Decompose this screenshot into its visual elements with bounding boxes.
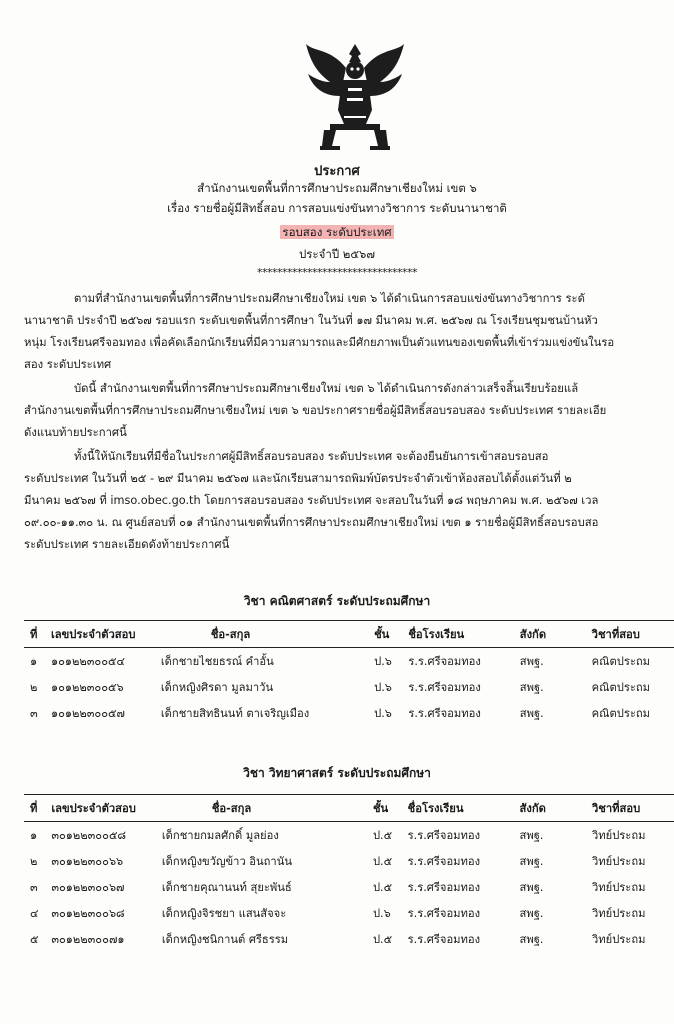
section-title-math: วิชา คณิตศาสตร์ ระดับประถมศึกษา (243, 594, 431, 608)
paragraph-line: สำนักงานเขตพื้นที่การศึกษาประถมศึกษาเชียงใหม่ เขต ๖ ขอประกาศรายชื่อผู้มีสิทธิ์สอบรอบสอง ระดับประเทศ รายละเอีย (24, 404, 607, 417)
announcement-title: ประกาศ (314, 164, 360, 179)
paragraph-line: บัดนี้ สำนักงานเขตพื้นที่การศึกษาประถมศึกษาเชียงใหม่ เขต ๖ ได้ดำเนินการดังกล่าวเสร็จสิ้นเรียบร้อยแล้ (74, 382, 579, 395)
table-row: ๓ ๓๐๑๒๒๓๐๐๖๗ เด็กชายคุณานนท์ สุยะพันธ์ ป.๕ ร.ร.ศรีจอมทอง สพฐ. วิทย์ประถม (30, 881, 646, 894)
paragraph-line: ๐๙.๐๐-๑๑.๓๐ น. ณ ศูนย์สอบที่ ๐๑ สำนักงานเขตพื้นที่การศึกษาประถมศึกษาเชียงใหม่ เขต ๑ รายชื่อผู้มีสิทธิ์สอบรอบสอ (24, 516, 599, 529)
table-row: ๕ ๓๐๑๒๒๓๐๐๗๑ เด็กหญิงชนิกานต์ ศรีธรรม ป.๕ ร.ร.ศรีจอมทอง สพฐ. วิทย์ประถม (30, 933, 646, 946)
paragraph-line: มีนาคม ๒๕๖๗ ที่ imso.obec.go.th โดยการสอบรอบสอง ระดับประเทศ จะสอบในวันที่ ๑๘ พฤษภาคม พ.ศ. ๒๕๖๗ เวล (24, 494, 599, 507)
table-row: ๒ ๑๐๑๒๒๓๐๐๕๖ เด็กหญิงศิรดา มูลมาวัน ป.๖ ร.ร.ศรีจอมทอง สพฐ. คณิตประถม (30, 681, 651, 694)
column-header: วิชาที่สอบ (582, 795, 674, 822)
column-header: ชื่อโรงเรียน (408, 621, 509, 648)
table-row: ๔ ๓๐๑๒๒๓๐๐๖๘ เด็กหญิงจิรชยา แสนสัจจะ ป.๖ ร.ร.ศรีจอมทอง สพฐ. วิทย์ประถม (30, 907, 646, 920)
column-header: วิชาที่สอบ (582, 621, 674, 648)
column-header: ที่ (24, 621, 51, 648)
column-header: สังกัด (510, 795, 582, 822)
column-header: ชั้น (373, 795, 408, 822)
paragraph-line: ตามที่สำนักงานเขตพื้นที่การศึกษาประถมศึกษาเชียงใหม่ เขต ๖ ได้ดำเนินการสอบแข่งขันทางวิชาการ ระดั (74, 292, 585, 305)
table-row: ๓ ๑๐๑๒๒๓๐๐๕๗ เด็กชายสิทธินนท์ ตาเจริญเมือง ป.๖ ร.ร.ศรีจอมทอง สพฐ. คณิตประถม (30, 707, 651, 720)
paragraph-line: ทั้งนี้ให้นักเรียนที่มีชื่อในประกาศผู้มีสิทธิ์สอบรอบสอง ระดับประเทศ จะต้องยืนยันการเข้าสอบรอบสอ (74, 450, 549, 463)
paragraph-line: หนุ่ม โรงเรียนศรีจอมทอง เพื่อคัดเลือกนักเรียนที่มีความสามารถและมีศักยภาพเป็นตัวแทนของเขตพื้นที่เข้าร่วมแข่งขันในรอ (24, 336, 615, 349)
column-header: ชื่อ-สกุล (162, 795, 373, 822)
column-header: สังกัด (510, 621, 582, 648)
garuda-emblem-icon (300, 38, 410, 153)
column-header: ชื่อโรงเรียน (408, 795, 510, 822)
table-row: ๒ ๓๐๑๒๒๓๐๐๖๖ เด็กหญิงขวัญข้าว อินถานัน ป.๕ ร.ร.ศรีจอมทอง สพฐ. วิทย์ประถม (30, 855, 646, 868)
year-line: ประจำปี ๒๕๖๗ (298, 247, 376, 261)
paragraph-line: นานาชาติ ประจำปี ๒๕๖๗ รอบแรก ระดับเขตพื้นที่การศึกษา ในวันที่ ๑๗ มีนาคม พ.ศ. ๒๕๖๗ ณ โรงเรียนชุมชนบ้านหัว (24, 314, 598, 327)
subject-line: เรื่อง รายชื่อผู้มีสิทธิ์สอบ การสอบแข่งขันทางวิชาการ ระดับนานาชาติ (167, 201, 507, 215)
column-header: ที่ (24, 795, 51, 822)
office-name: สำนักงานเขตพื้นที่การศึกษาประถมศึกษาเชียงใหม่ เขต ๖ (197, 181, 477, 195)
table-row: ๑ ๓๐๑๒๒๓๐๐๕๘ เด็กชายกมลศักดิ์ มูลย่อง ป.๕ ร.ร.ศรีจอมทอง สพฐ. วิทย์ประถม (30, 829, 646, 842)
science-candidates-table (24, 794, 674, 952)
paragraph-line: ระดับประเทศ รายละเอียดดังท้ายประกาศนี้ (24, 538, 230, 551)
paragraph-line: สอง ระดับประเทศ (24, 358, 112, 371)
column-header: ชั้น (374, 621, 408, 648)
table-header-row (24, 795, 674, 822)
section-title-science: วิชา วิทยาศาสตร์ ระดับประถมศึกษา (243, 766, 431, 780)
paragraph-line: ดังแนบท้ายประกาศนี้ (24, 426, 127, 439)
column-header: เลขประจำตัวสอบ (51, 621, 161, 648)
table-row: ๑ ๑๐๑๒๒๓๐๐๕๔ เด็กชายไชยธรณ์ คำอั้น ป.๖ ร.ร.ศรีจอมทอง สพฐ. คณิตประถม (30, 655, 651, 668)
math-candidates-table (24, 620, 674, 726)
column-header: ชื่อ-สกุล (161, 621, 374, 648)
round-highlight: รอบสอง ระดับประเทศ (282, 225, 392, 239)
star-divider: ******************************** (257, 266, 417, 279)
paragraph-line: ระดับประเทศ ในวันที่ ๒๕ - ๒๙ มีนาคม ๒๕๖๗ และนักเรียนสามารถพิมพ์บัตรประจำตัวเข้าห้องสอบได้ตั้งแต่วันที่ ๒ (24, 472, 572, 485)
column-header: เลขประจำตัวสอบ (51, 795, 162, 822)
table-header-row (24, 621, 674, 648)
